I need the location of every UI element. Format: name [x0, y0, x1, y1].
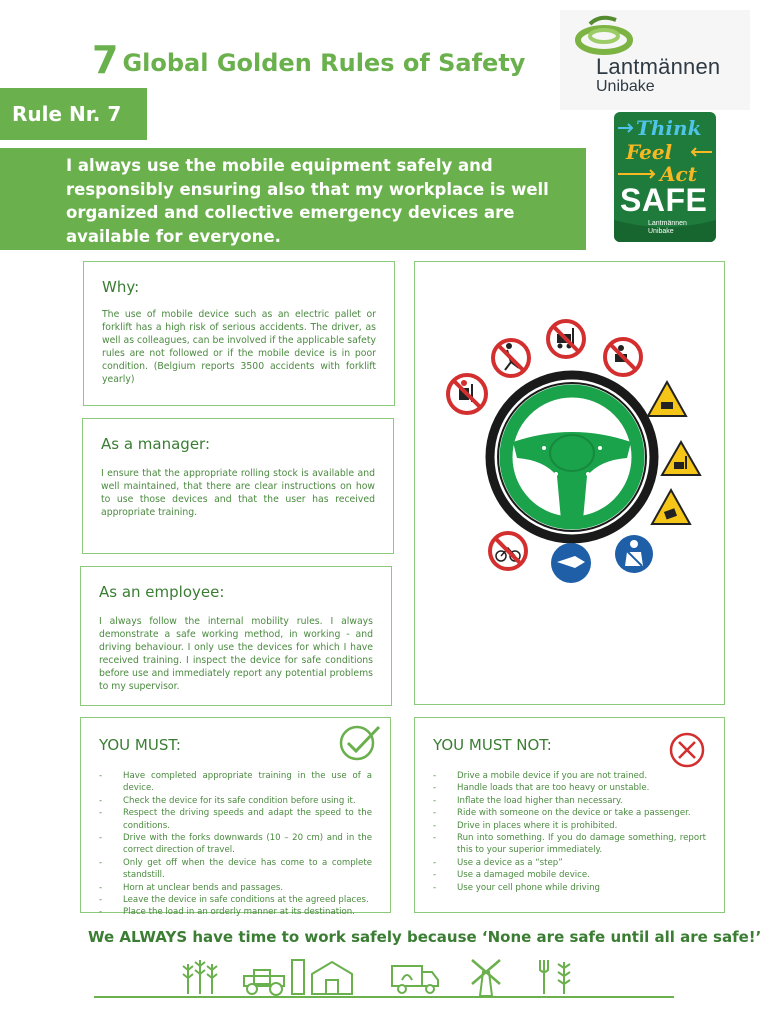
tractor-icon	[240, 956, 290, 996]
badge-safe: SAFE	[620, 182, 708, 218]
title-text: Global Golden Rules of Safety	[122, 49, 526, 77]
checkmark-icon	[337, 722, 383, 762]
employee-box	[80, 566, 392, 706]
list-item: - Use a damaged mobile device.	[433, 869, 706, 881]
manager-box	[82, 418, 394, 554]
list-item: - Inflate the load higher than necessary.	[433, 795, 706, 807]
you-must-box	[80, 717, 391, 918]
list-item: - Respect the driving speeds and adapt the speed to the conditions.	[99, 807, 372, 832]
windmill-icon	[466, 956, 506, 998]
list-item: - Leave the device in safe conditions at the agreed places.	[99, 894, 372, 906]
list-item: - Place the load in an orderly manner at its destination.	[99, 906, 372, 918]
mandatory-seatbelt-sign-icon	[615, 535, 653, 573]
list-item: - Horn at unclear bends and passages.	[99, 882, 372, 894]
badge-brand	[648, 220, 687, 236]
no-forklift-sign-icon	[548, 321, 584, 357]
list-item: - Ride with someone on the device or take a passenger.	[433, 807, 706, 819]
manager-heading: As a manager:	[101, 435, 211, 453]
rule-statement: I always use the mobile equipment safely and responsibly ensuring also that my workplace is well organized and collective emergency devices are available for everyone.	[0, 148, 586, 250]
warning-forklift-sign-icon	[662, 442, 700, 475]
cross-icon	[667, 730, 707, 770]
no-person-on-forks-sign-icon	[448, 375, 486, 413]
why-heading: Why:	[102, 278, 140, 296]
badge-brand-sub: Unibake	[648, 228, 674, 235]
no-cycling-sign-icon	[490, 533, 526, 569]
page-title	[92, 38, 525, 82]
rule-label: Rule Nr. 7	[0, 88, 147, 140]
employee-heading: As an employee:	[99, 583, 225, 601]
brand-sub: Unibake	[596, 78, 655, 95]
list-item: - Use a device as a “step”	[433, 857, 706, 869]
manager-body: I ensure that the appropriate rolling stock is available and well maintained, that there are clear instructions on how to use those devices and that the user has received appropriate training.	[101, 468, 375, 518]
warning-load-sign-icon	[648, 382, 686, 416]
mandatory-horn-sign-icon	[551, 543, 591, 583]
list-item: - Run into something. If you do damage something, report this to your superior immediately.	[433, 832, 706, 857]
footer-slogan: We ALWAYS have time to work safely because ‘None are safe until all are safe!’	[88, 928, 762, 946]
fork-and-wheat-icon	[536, 956, 580, 996]
list-item: - Drive a mobile device if you are not trained.	[433, 770, 706, 782]
think-feel-act-safe-badge	[614, 112, 716, 242]
footer-divider	[94, 996, 674, 998]
list-item: - Only get off when the device has come to a complete standstill.	[99, 857, 372, 882]
illustration-box	[414, 261, 725, 705]
badge-act: Act	[660, 162, 697, 186]
you-must-not-box	[414, 717, 725, 913]
employee-body: I always follow the internal mobility rules. I always demonstrate a safe working method, in working - and driving behaviour. I only use the devices for which I have received training. I inspect the device for safe conditions before use and immediately report any potential problems to my supervisor.	[99, 616, 373, 692]
list-item: - Drive with the forks downwards (10 – 20 cm) and in the correct direction of travel.	[99, 832, 372, 857]
wheat-icon	[178, 956, 222, 996]
delivery-truck-icon	[390, 956, 442, 996]
brand-name: Lantmännen	[596, 54, 721, 79]
title-number: 7	[92, 38, 119, 82]
badge-think: Think	[636, 116, 702, 140]
list-item: - Have completed appropriate training in the use of a device.	[99, 770, 372, 795]
no-passenger-sign-icon	[605, 339, 641, 375]
list-item: - Drive in places where it is prohibited.	[433, 820, 706, 832]
brand-logo	[560, 10, 750, 110]
list-item: - Check the device for its safe condition before using it.	[99, 795, 372, 807]
why-box	[83, 261, 395, 406]
you-must-not-list	[433, 770, 706, 894]
badge-brand-name: Lantmännen	[648, 220, 687, 227]
you-must-not-heading: YOU MUST NOT:	[433, 736, 552, 754]
list-item: - Use your cell phone while driving	[433, 882, 706, 894]
warning-tipping-sign-icon	[652, 490, 690, 524]
list-item: - Handle loads that are too heavy or unstable.	[433, 782, 706, 794]
badge-feel: Feel	[626, 140, 673, 164]
no-pedestrian-sign-icon	[493, 340, 529, 376]
you-must-list	[99, 770, 372, 919]
why-body: The use of mobile device such as an electric pallet or forklift has a high risk of serious accidents. The driver, as well as colleagues, can be involved if the applicable safety rules are not followed or if the mobile device is in poor condition. (Belgium reports 3500 accidents with forklift yearly)	[102, 309, 376, 385]
barn-icon	[288, 956, 360, 996]
steering-wheel-icon	[490, 375, 654, 539]
swirl-icon	[560, 10, 750, 60]
you-must-heading: YOU MUST:	[99, 736, 181, 754]
steering-wheel-illustration	[415, 262, 724, 704]
